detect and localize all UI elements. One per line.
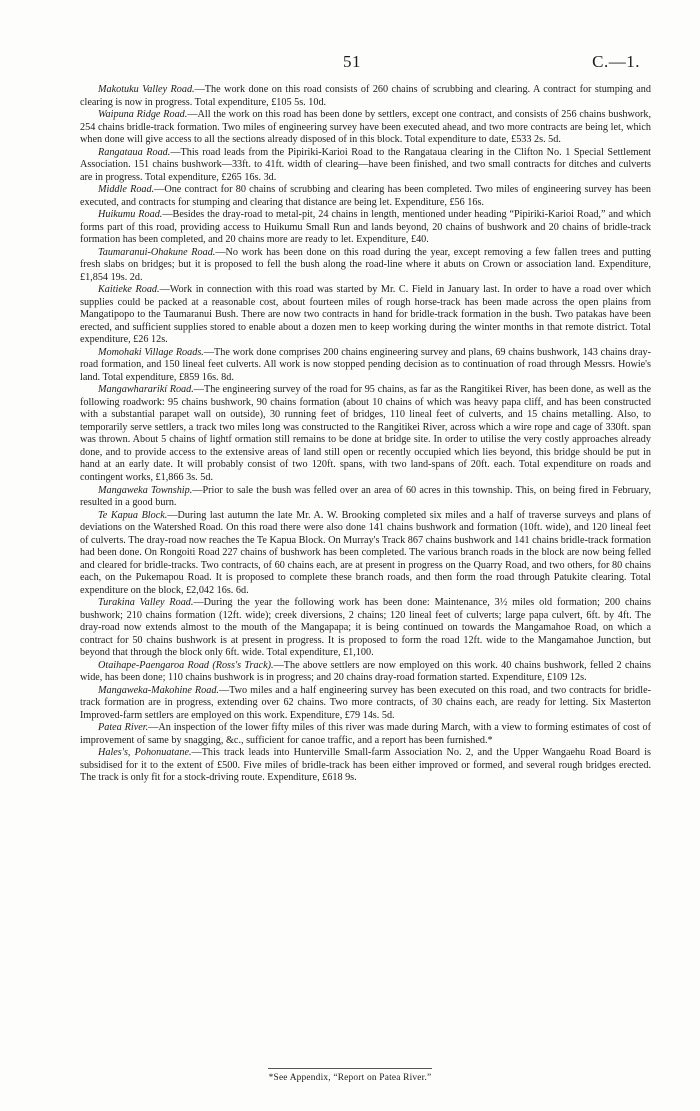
- heading-te-kapua-block: Te Kapua Block.: [98, 509, 168, 521]
- page-number: 51: [343, 52, 361, 71]
- heading-rangataua-road: Rangataua Road.: [98, 146, 171, 158]
- heading-taumaranui-ohakune-road: Taumaranui-Ohakune Road.: [98, 246, 216, 258]
- paragraph-mangawhorariki-road: [80, 384, 651, 484]
- heading-momohaki-village-roads: Momohaki Village Roads.: [98, 346, 204, 358]
- text-rangataua-road: —This road leads from the Pipiriki-Karioi Road to the Rangataua clearing in the Clifton No. 1 Special Settlement Association. 151 chains bushwork—33ft. to 41ft. width of clearing—have been finished, and two small contracts for ditches and culverts are in progress. Total expenditure, £265 16s. 3d.: [80, 146, 652, 183]
- heading-patea-river: Patea River.: [98, 722, 149, 734]
- report-body: [80, 84, 651, 785]
- paragraph-middle-road: [80, 184, 651, 209]
- paragraph-huikumu-road: [80, 209, 651, 247]
- paragraph-rangataua-road: [80, 147, 651, 185]
- heading-hales-pohonuatane: Hales's, Pohonuatane.: [98, 747, 192, 759]
- heading-turakina-valley-road: Turakina Valley Road.: [98, 597, 194, 609]
- heading-mangaweka-makohine-road: Mangaweka-Makohine Road.: [98, 684, 219, 696]
- paragraph-makotuku-valley-road: [80, 84, 651, 109]
- paragraph-hales-pohonuatane: [80, 747, 651, 785]
- text-middle-road: —One contract for 80 chains of scrubbing and clearing has been completed. Two miles of engineering survey has been executed, and contracts for stumping and clearing that distance are being let. Expenditure, £56 16s.: [80, 184, 651, 208]
- footnote: *See Appendix, “Report on Patea River.”: [268, 1073, 432, 1083]
- text-otaihape-paengaroa-road: —The above settlers are now employed on this work. 40 chains bushwork, felled 2 chains wide, has been done; 110 chains bushwork is in progress; and 20 chains dray-road formation started. Expenditure, £109 12s.: [80, 659, 651, 684]
- heading-mangaweka-township: Mangaweka Township.: [98, 484, 193, 496]
- paragraph-te-kapua-block: [80, 510, 651, 598]
- document-reference-code: C.—1.: [592, 52, 640, 71]
- paragraph-turakina-valley-road: [80, 597, 651, 660]
- paragraph-mangaweka-township: [80, 485, 651, 510]
- paragraph-otaihape-paengaroa-road: [80, 660, 651, 685]
- text-waipuna-ridge-road: —All the work on this road has been done by settlers, except one contract, and consists of 256 chains bushwork, 254 chains bridle-track formation. Two miles of engineering survey have been executed ahead, and two more contracts are being let, which when done will give access to all the sections already disposed of in this block. Total expenditure to date, £533 2s. 5d.: [80, 109, 651, 146]
- text-makotuku-valley-road: —The work done on this road consists of 260 chains of scrubbing and clearing. A contract for stumping and clearing is now in progress. Total expenditure, £105 5s. 10d.: [80, 84, 651, 108]
- paragraph-mangaweka-makohine-road: [80, 685, 651, 723]
- page-header: [0, 52, 700, 74]
- heading-middle-road: Middle Road.: [98, 184, 155, 196]
- text-mangawhorariki-road: —The engineering survey of the road for 95 chains, as far as the Rangitikei River, has been done, as well as the following roadwork: 95 chains bushwork, 90 chains formation (about 10 chains of which was heavy papa cliff, and has been constructed with a substantial parapet wall on outside), 30 running feet of bridges, 110 lineal feet of culverts, and 15 chains metalling. Also, to temporarily serve settlers, a track two miles long was constructed to the Rangitikei River, across which a wire rope and cage of 330ft. span was thrown. About 5 chains of lightf ormation still remains to be done at bridge site. In order to utilise the very costly approaches already done, and to provide access to the extensive areas of land still open or recently occupied which lies beyond, this bridge should be put in hand at an early date. It will probably consist of two 120ft. spans, with two land-spans of 20ft. each. Total expenditure on roads and contingent works, £1,866 3s. 5d.: [80, 384, 651, 483]
- paragraph-kaitieke-road: [80, 284, 651, 347]
- heading-makotuku-valley-road: Makotuku Valley Road.: [98, 84, 195, 95]
- footnote-divider: [268, 1068, 432, 1069]
- heading-mangawhorariki-road: Mangawhararikí Road.: [98, 384, 194, 396]
- heading-otaihape-paengaroa-road: Otaihape-Paengaroa Road (Ross's Track).: [98, 659, 274, 671]
- heading-kaitieke-road: Kaitieke Road.: [98, 284, 160, 296]
- text-te-kapua-block: —During last autumn the late Mr. A. W. Brooking completed six miles and a half of traverse surveys and plans of deviations on the Watershed Road. On this road there were also done 141 chains bushwork and formation (10ft. wide), and 120 lineal feet of culverts. The dray-road now reaches the Te Kapua Block. On Murray's Track 867 chains bushwork and 141 chains bridle-track formation had been done. On Rongoiti Road 227 chains of bushwork has been completed. The various branch roads in the block are now being felled and cleared for bridle-tracks. Two contracts, of 60 chains each, are at present in progress on the Quarry Road, and two others, for 80 chains each, on the Pukemapou Road. It is proposed to complete these branch roads, and then form the road through Patukite clearing. Total expenditure on the block, £2,042 16s. 6d.: [80, 509, 651, 596]
- paragraph-momohaki-village-roads: [80, 347, 651, 385]
- text-taumaranui-ohakune-road: —No work has been done on this road during the year, except removing a few fallen trees and putting fresh slabs on bridges; but it is proposed to fell the bush along the road-line where it abuts on Crown or association land. Expenditure, £1,854 19s. 2d.: [80, 246, 652, 283]
- text-hales-pohonuatane: —This track leads into Hunterville Small-farm Association No. 2, and the Upper Wangaehu Road Board is subsidised for it to the extent of £500. Five miles of bridle-track has been either improved or formed, and several rough bridges erected. The track is only fit for a stock-driving route. Expenditure, £618 9s.: [80, 747, 651, 784]
- text-momohaki-village-roads: —The work done comprises 200 chains engineering survey and plans, 69 chains bushwork, 143 chains dray-road formation, and 150 lineal feet culverts. All work is now stopped pending decision as to continuation of road through Messrs. Howie's land. Total expenditure, £859 16s. 8d.: [80, 346, 651, 383]
- text-mangaweka-makohine-road: —Two miles and a half engineering survey has been executed on this road, and two contracts for bridle-track formation are in progress, extending over 62 chains. Two more contracts, of 30 chains each, are ready for letting. Six Masterton Improved-farm settlers are employed on this work. Expenditure, £79 14s. 5d.: [80, 684, 651, 721]
- heading-huikumu-road: Huikumu Road.: [98, 209, 163, 221]
- text-mangaweka-township: —Prior to sale the bush was felled over an area of 60 acres in this township. This, on being fired in February, resulted in a good burn.: [80, 484, 651, 509]
- heading-waipuna-ridge-road: Waipuna Ridge Road.: [98, 109, 188, 121]
- paragraph-patea-river: [80, 722, 651, 747]
- paragraph-waipuna-ridge-road: [80, 109, 651, 147]
- paragraph-taumaranui-ohakune-road: [80, 247, 651, 285]
- text-turakina-valley-road: —During the year the following work has been done: Maintenance, 3½ miles old formation; 200 chains bushwork; 210 chains formation (12ft. wide); creek diversions, 2 chains; 120 lineal feet of culverts; large papa culvert, 6ft. by 4ft. The dray-road now extends almost to the mouth of the Mangapapa; it is being continued on towards the Mangamahoe Road, on which a contract for 50 chains bushwork is at present in progress. It is proposed to form the road 12ft. wide to the Mangamahoe Junction, but beyond that through the block only 6ft. wide. Total expenditure, £1,100.: [80, 597, 651, 659]
- text-huikumu-road: —Besides the dray-road to metal-pit, 24 chains in length, mentioned under heading “Pipiriki-Karioi Road,” and which forms part of this road, providing access to Huikumu Small Run and lands beyond, 20 chains of bushwork and 20 chains of bridle-track formation has been completed, and 20 chains more are ready to let. Expenditure, £40.: [80, 209, 652, 246]
- text-patea-river: —An inspection of the lower fifty miles of this river was made during March, with a view to forming estimates of cost of improvement of same by snagging, &c., sufficient for canoe traffic, and a report has been furnished.*: [80, 722, 651, 746]
- text-kaitieke-road: —Work in connection with this road was started by Mr. C. Field in January last. In order to have a road over which supplies could be packed at a reasonable cost, about fourteen miles of rough horse-track has been made across the open plains from Mangatipopo to the Taumaranui Bush. There are now two contracts in hand for bridle-track formation in the bush. Two patakas have been erected, and sufficient supplies stored to enable about a dozen men to keep working during the winter months in that remote district. Total expenditure, £26 12s.: [80, 284, 651, 346]
